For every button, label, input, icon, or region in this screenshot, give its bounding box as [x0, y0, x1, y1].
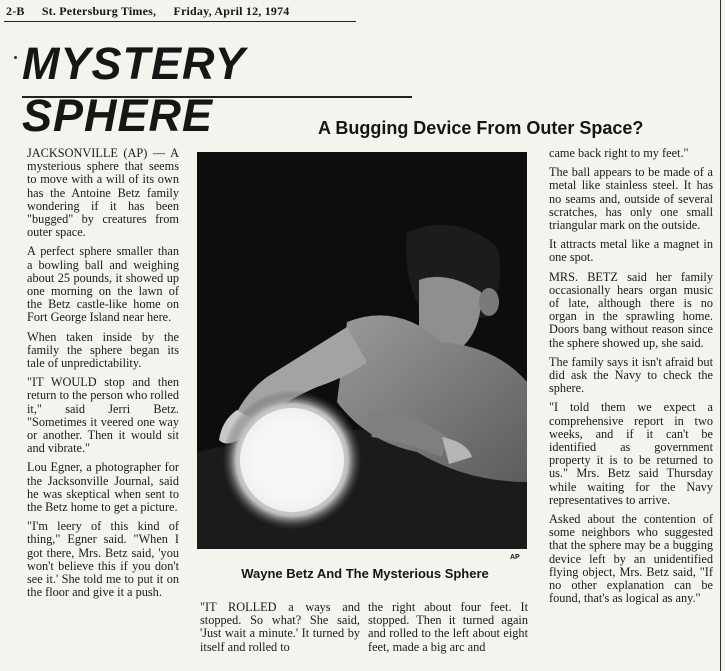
paragraph: "IT ROLLED a ways and stopped. So what? She said, 'Just wait a minute.' It turned by itself and rolled to [200, 600, 360, 654]
article-headline: A Bugging Device From Outer Space? [318, 118, 644, 138]
column-1 [27, 147, 179, 606]
news-photo [197, 152, 527, 549]
bottom-column-2 [368, 601, 528, 660]
paragraph: The family says it isn't afraid but did ask the Navy to check the sphere. [549, 354, 713, 396]
paragraph: A perfect sphere smaller than a bowling ball and weighing about 25 pounds, it showed up one morning on the lawn of the Betz castle-like home on Fort George Island near here. [27, 244, 179, 325]
photo-caption: Wayne Betz And The Mysterious Sphere [241, 566, 489, 581]
paragraph: JACKSONVILLE (AP) — A mysterious sphere that seems to move with a will of its own has the Antoine Betz family wondering if it has been "bugged" by creatures from outer space. [27, 146, 179, 240]
paragraph: Asked about the contention of some neighbors who suggested that the sphere may be a bugging device left by an unidentified flying object, Mrs. Betz said, "If no other explanation can be found, that's as logical as any." [549, 512, 713, 606]
newspaper-name: St. Petersburg Times, [41, 4, 157, 18]
page-number: 2-B [6, 4, 25, 18]
bottom-column-1 [200, 601, 360, 660]
issue-date: Friday, April 12, 1974 [173, 4, 290, 18]
paragraph: "IT WOULD stop and then return to the person who rolled it," said Jerri Betz. "Sometimes it veered one way or another. Then it would sit and vibrate." [27, 375, 179, 456]
paragraph: Lou Egner, a photographer for the Jacksonville Journal, said he was skeptical when sent to the Betz home to get a picture. [27, 460, 179, 515]
masthead-rule [22, 96, 412, 98]
paragraph: When taken inside by the family the sphere began its tale of unpredictability. [27, 329, 179, 371]
photo-image [197, 152, 527, 549]
paragraph: "I told them we expect a comprehensive report in two weeks, and if it can't be identified as government property it is to be returned to us." Mrs. Betz said Thursday while waiting for the Navy representatives to arrive. [549, 400, 713, 507]
masthead-title: MYSTERY SPHERE [22, 38, 245, 141]
paragraph: MRS. BETZ said her family occasionally hears organ music of late, although there is no organ in the sprawling home. Doors bang without reason since the sphere showed up, she said. [549, 269, 713, 350]
paragraph: the right about four feet. It stopped. Then it turned again and rolled to the left about eight feet, made a big arc and [368, 600, 528, 654]
paragraph: "I'm leery of this kind of thing," Egner said. "When I got there, Mrs. Betz said, 'you won't believe this if you don't see it.' She told me to put it on the floor and give it a push. [27, 519, 179, 600]
header-rule [4, 21, 356, 22]
column-3 [549, 147, 713, 612]
paragraph: It attracts metal like a magnet in one spot. [549, 237, 713, 265]
print-speck [14, 56, 17, 59]
page-border [720, 0, 721, 671]
paragraph: came back right to my feet." [549, 146, 689, 160]
paragraph: The ball appears to be made of a metal like stainless steel. It has no seams and, outside of several scratches, has only one small triangular mark on the outside. [549, 165, 713, 233]
photo-credit: AP [510, 554, 520, 561]
